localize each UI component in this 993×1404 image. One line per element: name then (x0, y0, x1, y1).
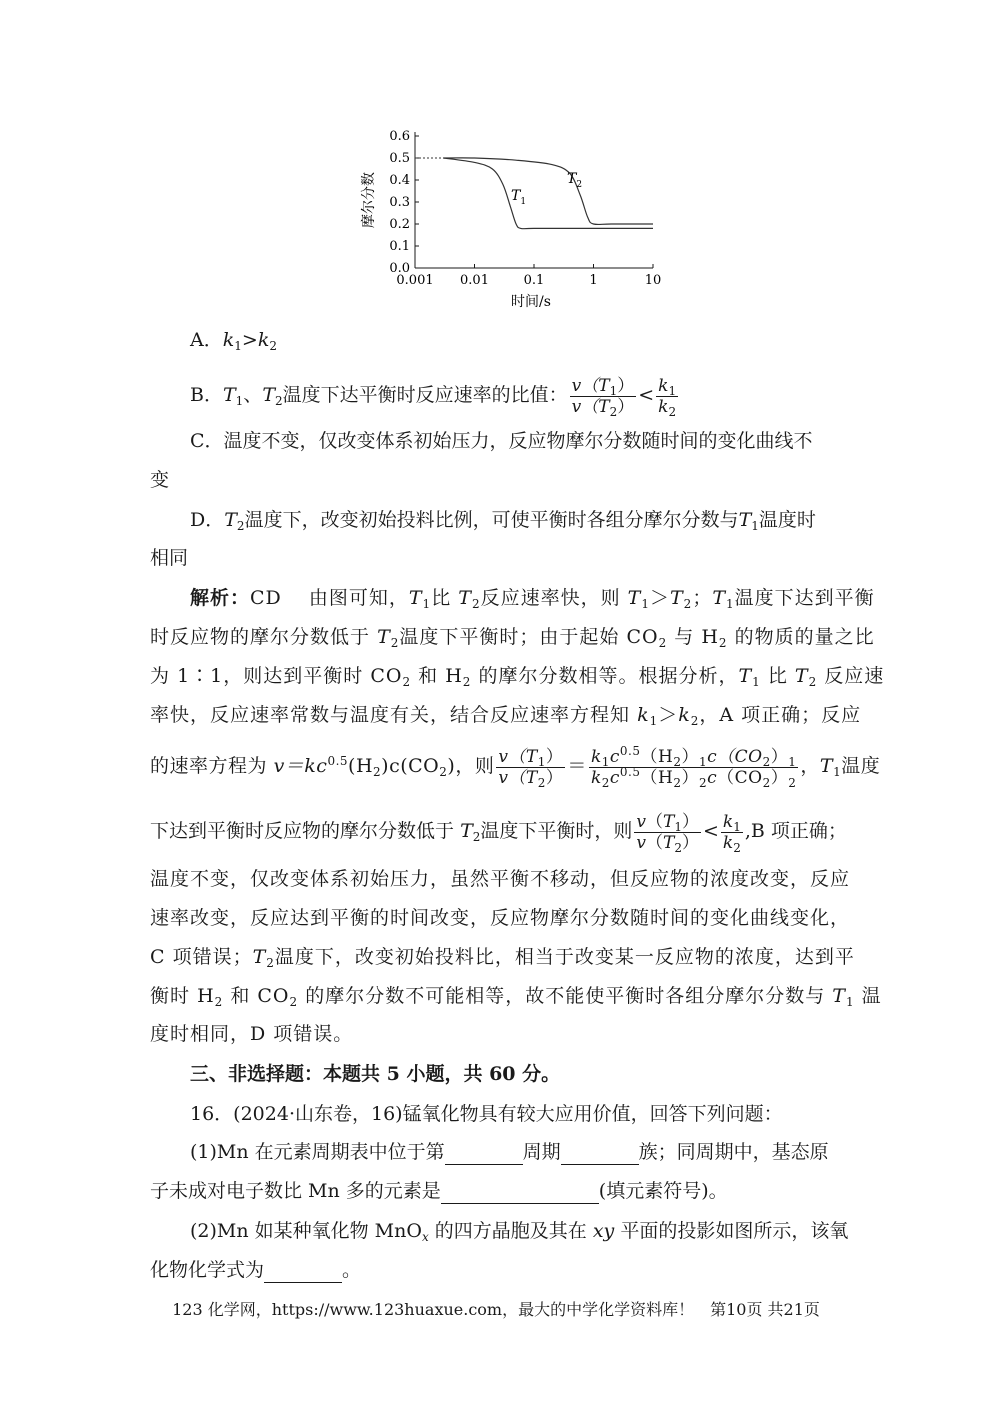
analysis-line7: 温度不变，仅改变体系初始压力，虽然平衡不移动，但反应物的浓度改变，反应 (150, 868, 851, 890)
k-ratio-fraction-2: $\frac{k_1}{k_2}$ (722, 811, 741, 855)
rate-ratio-fraction: $\frac{v(T_1)}{v(T_2)}$ (571, 375, 635, 419)
analysis-line6: 下达到平衡时反应物的摩尔分数低于 $T_2$温度下平衡时，则 $\frac{v(T_1)}{v(T_2)}$ < $\frac{k_1}{k_2}$ ,B 项正确； (150, 811, 847, 855)
k-ratio-fraction: $\frac{k_1}{k_2}$ (658, 375, 677, 419)
x-axis-label: 时间/s (511, 294, 551, 310)
page-footer: 123 化学网，https://www.123huaxue.com，最大的中学化学资料库！ 第10页 共21页 (172, 1300, 820, 1319)
option-a: A．$k_1>k_2$ (190, 329, 277, 353)
t1-curve-label: $T_1$ (511, 188, 527, 207)
series-line-t2 (443, 158, 653, 225)
option-b: B．$T_1$、$T_2$温度下达平衡时反应速率的比值： $\frac{v(T_1)}{v(T_2)}$ < $\frac{k_1}{k_2}$ (190, 375, 677, 419)
analysis-line1: 解析：CD 由图可知，$T_1$比 $T_2$反应速率快，则 $T_1>T_2$；$T_1$温度下达到平衡 (190, 587, 875, 611)
question-16-part1-line1: (1)Mn 在元素周期表中位于第 周期 族；同周期中，基态原 (190, 1141, 829, 1163)
x-tick-label: 0.001 (396, 273, 434, 288)
y-tick-label: 0.4 (389, 173, 410, 188)
x-tick-label: 10 (644, 273, 662, 288)
y-tick-label: 0.2 (389, 217, 410, 232)
analysis-line10: 衡时 $H_2$ 和 $CO_2$ 的摩尔分数不可能相等，故不能使平衡时各组分摩尔分数与 $T_1$ 温 (150, 985, 882, 1009)
y-tick-label: 0.5 (389, 151, 410, 166)
question-16-part2-line2: 化物化学式为 。 (150, 1259, 362, 1281)
option-c-line2: 变 (150, 469, 170, 491)
rate-ratio-fraction-2: $\frac{v(T_1)}{v(T_2)}$ (636, 811, 699, 855)
analysis-line2: 时反应物的摩尔分数低于 $T_2$温度下平衡时；由于起始 $CO_2$ 与 $H_2$ 的物质的量之比 (150, 626, 875, 650)
answer-blank-element[interactable] (441, 1183, 599, 1204)
analysis-line9: C 项错误；$T_2$温度下，改变初始投料比，相当于改变某一反应物的浓度，达到平 (150, 946, 855, 970)
question-16-heading: 16．(2024·山东卷，16)锰氧化物具有较大应用价值，回答下列问题： (190, 1103, 783, 1125)
rate-fraction: $\frac{v(T_1)}{v(T_2)}$ (498, 746, 564, 790)
y-tick-label: 0.3 (389, 195, 410, 210)
analysis-line5: 的速率方程为 $v=kc^{0.5}(H_2)c(CO_2)$，则 $\frac{v(T_1)}{v(T_2)}$ ＝ $\frac{k_1c^{0.5}(H_2)_1c(CO_2)_1}{k_2c^{0.5}(H_2)_2c(CO_2)_2}$ ，$T_1$温度 (150, 743, 881, 790)
y-axis-label: 摩尔分数 (361, 172, 377, 228)
question-16-part1-line2: 子未成对电子数比 Mn 多的元素是 (填元素符号)。 (150, 1180, 728, 1202)
analysis-line11: 度时相同，D 项错误。 (150, 1023, 354, 1045)
analysis-line8: 速率改变，反应达到平衡的时间改变，反应物摩尔分数随时间的变化曲线变化， (150, 907, 851, 929)
series-line-t1 (443, 158, 653, 229)
answer-blank-group[interactable] (561, 1144, 639, 1165)
answer-blank-formula[interactable] (264, 1262, 342, 1283)
mole-fraction-chart (355, 118, 675, 318)
x-tick-label: 0.01 (460, 273, 489, 288)
option-d-line1: D．$T_2$温度下，改变初始投料比例，可使平衡时各组分摩尔分数与$T_1$温度时 (190, 509, 816, 533)
option-c-line1: C．温度不变，仅改变体系初始压力，反应物摩尔分数随时间的变化曲线不 (190, 430, 813, 452)
answer-blank-period[interactable] (445, 1144, 523, 1165)
rate-law-fraction: $\frac{k_1c^{0.5}(H_2)_1c(CO_2)_1}{k_2c^{0.5}(H_2)_2c(CO_2)_2}$ (590, 743, 797, 790)
y-tick-label: 0.6 (389, 129, 410, 144)
question-16-part2-line1: (2)Mn 如某种氧化物 MnO$_x$ 的四方晶胞及其在 xy 平面的投影如图所示，该氧 (190, 1220, 849, 1244)
option-d-line2: 相同 (150, 547, 189, 569)
analysis-line3: 为 1∶1，则达到平衡时 $CO_2$ 和 $H_2$ 的摩尔分数相等。根据分析，$T_1$ 比 $T_2$ 反应速 (150, 665, 885, 689)
y-tick-label: 0.1 (389, 239, 410, 254)
section-heading: 三、非选择题：本题共 5 小题，共 60 分。 (190, 1063, 561, 1085)
t2-curve-label: $T_2$ (567, 171, 583, 190)
y-tick-label: 0.0 (389, 261, 410, 276)
analysis-line4: 率快，反应速率常数与温度有关，结合反应速率方程知 $k_1>k_2$，A 项正确；反应 (150, 704, 862, 728)
x-tick-label: 0.1 (523, 273, 545, 288)
x-tick-label: 1 (589, 273, 598, 288)
